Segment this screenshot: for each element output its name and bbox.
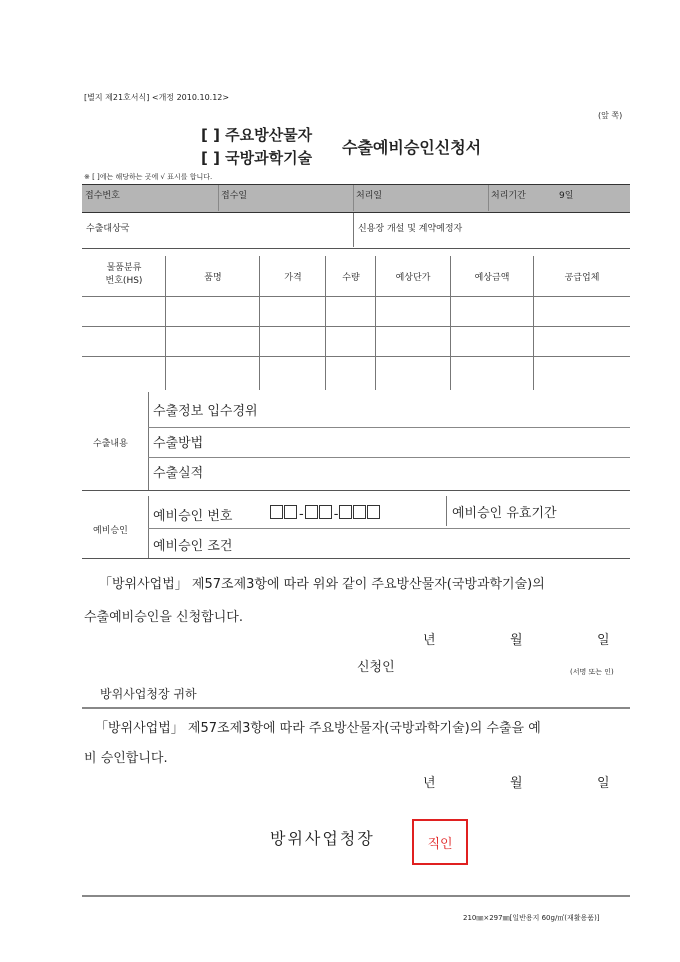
column-header-quantity: 수량 bbox=[342, 273, 360, 283]
column-header-price: 가격 bbox=[284, 273, 302, 283]
application-year-label: 년 bbox=[423, 633, 436, 648]
divider bbox=[148, 392, 149, 490]
divider bbox=[353, 185, 354, 211]
signature-note: (서명 또는 인) bbox=[570, 668, 614, 676]
front-page-label: (앞 쪽) bbox=[598, 111, 623, 120]
divider bbox=[148, 496, 149, 558]
issuing-authority: 방위사업청장 bbox=[270, 829, 375, 848]
column-header-supplier: 공급업체 bbox=[564, 273, 600, 283]
pre-approval-validity-label: 예비승인 유효기간 bbox=[452, 506, 557, 521]
approval-month-label: 월 bbox=[510, 776, 523, 791]
receipt-date-label: 접수일 bbox=[221, 191, 248, 201]
column-header-hs-code: 물품분류 번호(HS) bbox=[105, 263, 143, 286]
divider bbox=[82, 558, 630, 559]
divider bbox=[148, 528, 630, 529]
application-month-label: 월 bbox=[510, 633, 523, 648]
application-day-label: 일 bbox=[597, 633, 610, 648]
process-period-label: 처리기간 bbox=[491, 191, 526, 201]
receipt-number-label: 접수번호 bbox=[85, 191, 120, 201]
pre-approval-number-label: 예비승인 번호 bbox=[153, 509, 233, 524]
title-option-defense-technology: [ ] 국방과학기술 bbox=[201, 149, 313, 167]
footer-divider bbox=[82, 895, 630, 897]
checkbox-instruction: ※ [ ]에는 해당하는 곳에 √ 표시를 합니다. bbox=[84, 173, 213, 181]
divider bbox=[82, 490, 630, 491]
lc-contract-label: 신용장 개설 및 계약예정자 bbox=[358, 224, 463, 234]
divider bbox=[353, 213, 354, 247]
approval-statement-line2: 비 승인합니다. bbox=[84, 751, 168, 766]
divider bbox=[488, 185, 489, 211]
pre-approval-number-boxes[interactable]: - - bbox=[270, 503, 381, 523]
paper-spec: 210㎜×297㎜[일반용지 60g/㎡(재활용품)] bbox=[463, 914, 600, 922]
divider bbox=[148, 457, 630, 458]
page-title: 수출예비승인신청서 bbox=[342, 138, 482, 157]
export-content-label: 수출내용 bbox=[93, 439, 128, 449]
export-record-label: 수출실적 bbox=[153, 466, 204, 481]
destination-country-label: 수출대상국 bbox=[86, 224, 130, 234]
column-header-item-name: 품명 bbox=[204, 273, 222, 283]
export-method-label: 수출방법 bbox=[153, 436, 204, 451]
addressee-label: 방위사업청장 귀하 bbox=[100, 687, 197, 701]
divider bbox=[218, 185, 219, 211]
pre-approval-label: 예비승인 bbox=[93, 526, 128, 536]
form-reference: [별지 제21호서식] <개정 2010.10.12> bbox=[84, 93, 230, 102]
export-info-source-label: 수출정보 입수경위 bbox=[153, 404, 258, 419]
official-seal: 직인 bbox=[412, 819, 468, 865]
process-date-label: 처리일 bbox=[356, 191, 383, 201]
approval-statement-line1: 「방위사업법」 제57조제3항에 따라 주요방산물자(국방과학기술)의 수출을 예 bbox=[95, 721, 541, 736]
divider bbox=[82, 248, 630, 249]
section-divider bbox=[82, 707, 630, 709]
column-header-amount: 예상금액 bbox=[474, 273, 510, 283]
divider bbox=[446, 496, 447, 526]
pre-approval-condition-label: 예비승인 조건 bbox=[153, 539, 233, 554]
title-option-defense-material: [ ] 주요방산물자 bbox=[201, 126, 313, 144]
application-statement-line2: 수출예비승인을 신청합니다. bbox=[84, 610, 243, 625]
approval-day-label: 일 bbox=[597, 776, 610, 791]
divider bbox=[148, 427, 630, 428]
approval-year-label: 년 bbox=[423, 776, 436, 791]
application-statement-line1: 「방위사업법」 제57조제3항에 따라 위와 같이 주요방산물자(국방과학기술)의 bbox=[99, 577, 545, 592]
column-header-unit-price: 예상단가 bbox=[395, 273, 431, 283]
applicant-label: 신청인 bbox=[357, 660, 395, 675]
process-period-value: 9일 bbox=[559, 191, 574, 201]
